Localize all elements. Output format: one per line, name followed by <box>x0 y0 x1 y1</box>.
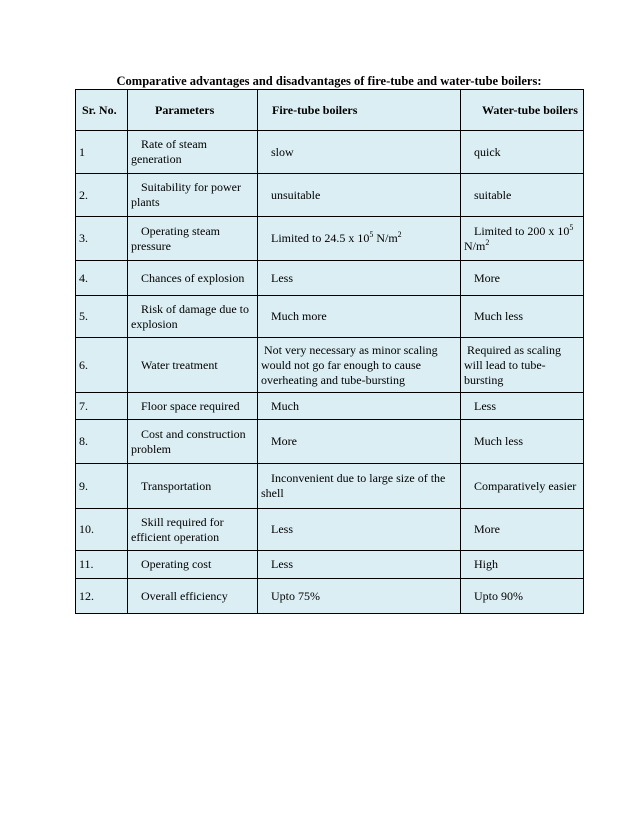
parameter-cell: Overall efficiency <box>128 579 258 614</box>
parameter-cell: Operating steam pressure <box>128 217 258 261</box>
table-row <box>76 217 584 261</box>
table-row <box>76 296 584 338</box>
fire-tube-cell: Much more <box>258 296 461 338</box>
table-row <box>76 261 584 296</box>
table-header-row <box>76 90 584 131</box>
fire-tube-cell <box>258 217 461 261</box>
sr-no-cell: 1 <box>76 131 128 174</box>
table-row <box>76 131 584 174</box>
fire-tube-cell: unsuitable <box>258 174 461 217</box>
sr-no-cell: 4. <box>76 261 128 296</box>
water-tube-cell: Required as scaling will lead to tube-bursting <box>461 338 584 393</box>
table-row <box>76 338 584 393</box>
parameter-cell: Floor space required <box>128 393 258 420</box>
water-tube-cell <box>461 217 584 261</box>
fire-tube-cell: Less <box>258 509 461 551</box>
table-row <box>76 393 584 420</box>
table-row <box>76 420 584 464</box>
sr-no-cell: 12. <box>76 579 128 614</box>
header-water-tube: Water-tube boilers <box>461 90 584 131</box>
fire-tube-cell: Less <box>258 551 461 579</box>
parameter-cell: Cost and construction problem <box>128 420 258 464</box>
fire-tube-cell: Less <box>258 261 461 296</box>
parameter-cell: Chances of explosion <box>128 261 258 296</box>
sr-no-cell: 9. <box>76 464 128 509</box>
fire-pressure-exponent: 5 <box>369 230 374 239</box>
sr-no-cell: 2. <box>76 174 128 217</box>
fire-tube-cell: Upto 75% <box>258 579 461 614</box>
water-tube-cell: Upto 90% <box>461 579 584 614</box>
water-tube-cell: suitable <box>461 174 584 217</box>
fire-tube-cell: More <box>258 420 461 464</box>
fire-pressure-unit-exponent: 2 <box>397 230 402 239</box>
header-sr-no: Sr. No. <box>76 90 128 131</box>
sr-no-cell: 3. <box>76 217 128 261</box>
table-row <box>76 551 584 579</box>
sr-no-cell: 11. <box>76 551 128 579</box>
header-fire-tube: Fire-tube boilers <box>258 90 461 131</box>
water-tube-cell: quick <box>461 131 584 174</box>
sr-no-cell: 10. <box>76 509 128 551</box>
parameter-cell: Risk of damage due to explosion <box>128 296 258 338</box>
water-pressure-unit-exponent: 2 <box>485 237 490 247</box>
parameter-cell: Transportation <box>128 464 258 509</box>
parameter-cell: Operating cost <box>128 551 258 579</box>
water-tube-cell: Much less <box>461 296 584 338</box>
fire-tube-cell: Not very necessary as minor scaling would not go far enough to cause overheating and tube-bursting <box>258 338 461 393</box>
table-row <box>76 464 584 509</box>
header-parameters: Parameters <box>128 90 258 131</box>
water-tube-cell: Much less <box>461 420 584 464</box>
sr-no-cell: 5. <box>76 296 128 338</box>
water-tube-cell: More <box>461 261 584 296</box>
water-pressure-exponent: 5 <box>569 222 574 232</box>
comparison-table <box>75 89 584 614</box>
document-page <box>75 74 583 614</box>
fire-tube-cell: slow <box>258 131 461 174</box>
water-tube-cell: Comparatively easier <box>461 464 584 509</box>
fire-pressure-text: Limited to 24.5 x 10 <box>271 231 370 245</box>
table-row <box>76 509 584 551</box>
table-row <box>76 579 584 614</box>
parameter-cell: Rate of steam generation <box>128 131 258 174</box>
fire-tube-cell: Much <box>258 393 461 420</box>
fire-pressure-unit: N/m <box>373 231 398 245</box>
water-tube-cell: More <box>461 509 584 551</box>
table-caption: Comparative advantages and disadvantages of fire-tube and water-tube boilers: <box>116 74 542 88</box>
sr-no-cell: 7. <box>76 393 128 420</box>
sr-no-cell: 8. <box>76 420 128 464</box>
parameter-cell: Water treatment <box>128 338 258 393</box>
sr-no-cell: 6. <box>76 338 128 393</box>
water-tube-cell: Less <box>461 393 584 420</box>
water-pressure-unit: N/m <box>464 238 486 253</box>
water-tube-cell: High <box>461 551 584 579</box>
table-row <box>76 174 584 217</box>
fire-tube-cell: Inconvenient due to large size of the shell <box>258 464 461 509</box>
parameter-cell: Suitability for power plants <box>128 174 258 217</box>
water-pressure-text: Limited to 200 x 10 <box>474 223 570 238</box>
parameter-cell: Skill required for efficient operation <box>128 509 258 551</box>
